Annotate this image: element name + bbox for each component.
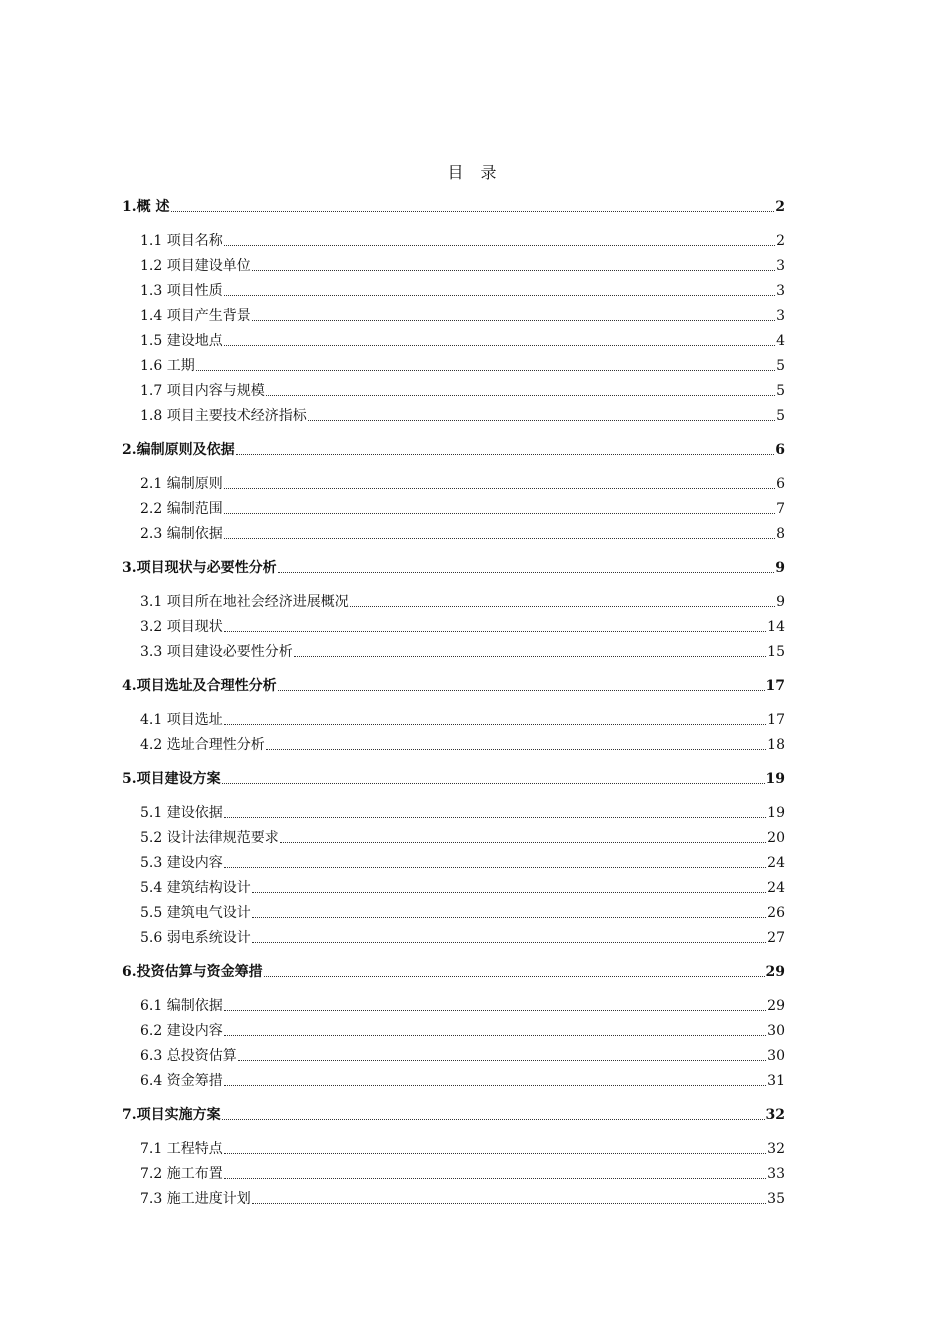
toc-section-entry[interactable] [140,903,785,923]
toc-entry-label: 3.1 项目所在地社会经济进展概况 [140,594,349,610]
toc-entry-label: 6.4 资金筹措 [140,1073,223,1089]
toc-dot-leader [224,1010,766,1011]
toc-dot-leader [224,513,775,514]
toc-entry-label: 5.1 建设依据 [140,805,223,821]
toc-chapter-entry[interactable] [122,440,785,460]
toc-dot-leader [238,1060,766,1061]
toc-page-number: 35 [767,1191,785,1207]
toc-page-number: 32 [765,1107,785,1123]
toc-page-number: 9 [775,560,785,576]
toc-entry-label: 5.项目建设方案 [122,771,221,787]
toc-entry-label: 1.1 项目名称 [140,233,223,249]
toc-page-number: 3 [776,258,785,274]
toc-page-number: 19 [767,805,785,821]
toc-entry-label: 2.3 编制依据 [140,526,223,542]
toc-chapter-entry[interactable] [122,197,785,217]
toc-page-number: 6 [776,476,785,492]
toc-chapter-entry[interactable] [122,962,785,982]
toc-entry-label: 7.2 施工布置 [140,1166,223,1182]
toc-dot-leader [308,420,775,421]
toc-page-number: 30 [767,1023,785,1039]
toc-section-entry[interactable] [140,356,785,376]
toc-entry-label: 7.3 施工进度计划 [140,1191,251,1207]
toc-entry-label: 7.1 工程特点 [140,1141,223,1157]
toc-page-number: 6 [775,442,785,458]
toc-entry-label: 5.2 设计法律规范要求 [140,830,279,846]
toc-dot-leader [278,690,765,691]
toc-section-entry[interactable] [140,592,785,612]
toc-page-number: 3 [776,308,785,324]
toc-dot-leader [236,454,775,455]
toc-dot-leader [266,395,775,396]
toc-section-entry[interactable] [140,231,785,251]
toc-entry-label: 1.概 述 [122,199,170,215]
toc-entry-label: 5.3 建设内容 [140,855,223,871]
toc-section-entry[interactable] [140,928,785,948]
toc-section-entry[interactable] [140,642,785,662]
toc-page-number: 26 [767,905,785,921]
toc-entry-label: 1.3 项目性质 [140,283,223,299]
toc-page-number: 31 [767,1073,785,1089]
toc-section-entry[interactable] [140,735,785,755]
toc-dot-leader [222,783,765,784]
toc-section-entry[interactable] [140,878,785,898]
toc-page-number: 33 [767,1166,785,1182]
toc-section-entry[interactable] [140,499,785,519]
toc-entry-label: 6.1 编制依据 [140,998,223,1014]
toc-entry-label: 5.4 建筑结构设计 [140,880,251,896]
toc-page-number: 27 [767,930,785,946]
toc-dot-leader [252,892,766,893]
toc-page-number: 24 [767,880,785,896]
toc-dot-leader [280,842,766,843]
toc-entry-label: 4.项目选址及合理性分析 [122,678,277,694]
toc-section-entry[interactable] [140,1189,785,1209]
toc-chapter-entry[interactable] [122,769,785,789]
toc-entry-label: 4.2 选址合理性分析 [140,737,265,753]
toc-entry-label: 6.2 建设内容 [140,1023,223,1039]
toc-section-entry[interactable] [140,803,785,823]
toc-dot-leader [224,1035,766,1036]
toc-section-entry[interactable] [140,406,785,426]
toc-page-number: 7 [776,501,785,517]
toc-page-number: 14 [767,619,785,635]
toc-dot-leader [224,631,766,632]
toc-section-entry[interactable] [140,381,785,401]
toc-dot-leader [171,211,775,212]
toc-dot-leader [224,538,775,539]
toc-page-number: 2 [775,199,785,215]
toc-dot-leader [252,270,775,271]
toc-page-number: 18 [767,737,785,753]
toc-page-number: 5 [776,383,785,399]
toc-chapter-entry[interactable] [122,676,785,696]
toc-entry-label: 1.8 项目主要技术经济指标 [140,408,307,424]
toc-dot-leader [252,917,766,918]
toc-page-number: 30 [767,1048,785,1064]
toc-page-number: 5 [776,408,785,424]
toc-page-number: 17 [767,712,785,728]
toc-section-entry[interactable] [140,1046,785,1066]
toc-section-entry[interactable] [140,256,785,276]
toc-section-entry[interactable] [140,306,785,326]
toc-dot-leader [264,976,765,977]
toc-section-entry[interactable] [140,331,785,351]
toc-entry-label: 7.项目实施方案 [122,1107,221,1123]
toc-page-number: 29 [765,964,785,980]
toc-page-number: 4 [776,333,785,349]
toc-entry-label: 5.6 弱电系统设计 [140,930,251,946]
toc-dot-leader [196,370,775,371]
toc-entry-label: 1.7 项目内容与规模 [140,383,265,399]
toc-page-number: 3 [776,283,785,299]
toc-entry-label: 1.4 项目产生背景 [140,308,251,324]
toc-section-entry[interactable] [140,996,785,1016]
toc-page-number: 9 [776,594,785,610]
toc-entry-label: 2.编制原则及依据 [122,442,235,458]
toc-dot-leader [252,320,775,321]
toc-entry-label: 3.项目现状与必要性分析 [122,560,277,576]
toc-dot-leader [224,1178,766,1179]
toc-dot-leader [224,245,775,246]
toc-entry-label: 1.2 项目建设单位 [140,258,251,274]
toc-entry-label: 5.5 建筑电气设计 [140,905,251,921]
toc-section-entry[interactable] [140,524,785,544]
toc-dot-leader [266,749,766,750]
toc-dot-leader [224,345,775,346]
toc-dot-leader [224,1153,766,1154]
toc-page-number: 8 [776,526,785,542]
toc-entry-label: 2.2 编制范围 [140,501,223,517]
toc-entry-label: 1.6 工期 [140,358,195,374]
toc-page-number: 20 [767,830,785,846]
toc-section-entry[interactable] [140,828,785,848]
toc-dot-leader [224,1085,766,1086]
toc-page-number: 19 [765,771,785,787]
toc-page-number: 2 [776,233,785,249]
toc-entry-label: 4.1 项目选址 [140,712,223,728]
toc-entry-label: 3.2 项目现状 [140,619,223,635]
toc-title: 目 录 [447,163,503,182]
toc-section-entry[interactable] [140,474,785,494]
toc-chapter-entry[interactable] [122,558,785,578]
toc-entry-label: 6.3 总投资估算 [140,1048,237,1064]
toc-page-number: 5 [776,358,785,374]
toc-dot-leader [252,942,766,943]
toc-dot-leader [222,1119,765,1120]
toc-dot-leader [294,656,766,657]
toc-entry-label: 6.投资估算与资金筹措 [122,964,263,980]
toc-page-number: 17 [765,678,785,694]
toc-section-entry[interactable] [140,1139,785,1159]
toc-dot-leader [252,1203,766,1204]
toc-chapter-entry[interactable] [122,1105,785,1125]
toc-section-entry[interactable] [140,617,785,637]
toc-dot-leader [224,867,766,868]
toc-page-number: 32 [767,1141,785,1157]
toc-section-entry[interactable] [140,853,785,873]
toc-page-number: 24 [767,855,785,871]
toc-entry-label: 1.5 建设地点 [140,333,223,349]
toc-section-entry[interactable] [140,281,785,301]
toc-dot-leader [278,572,775,573]
toc-page-number: 29 [767,998,785,1014]
toc-dot-leader [224,488,775,489]
toc-section-entry[interactable] [140,1021,785,1041]
toc-page-number: 15 [767,644,785,660]
toc-section-entry[interactable] [140,1071,785,1091]
toc-dot-leader [350,606,775,607]
toc-dot-leader [224,724,766,725]
toc-dot-leader [224,817,766,818]
toc-section-entry[interactable] [140,710,785,730]
toc-entry-label: 3.3 项目建设必要性分析 [140,644,293,660]
toc-dot-leader [224,295,775,296]
toc-entry-label: 2.1 编制原则 [140,476,223,492]
toc-section-entry[interactable] [140,1164,785,1184]
